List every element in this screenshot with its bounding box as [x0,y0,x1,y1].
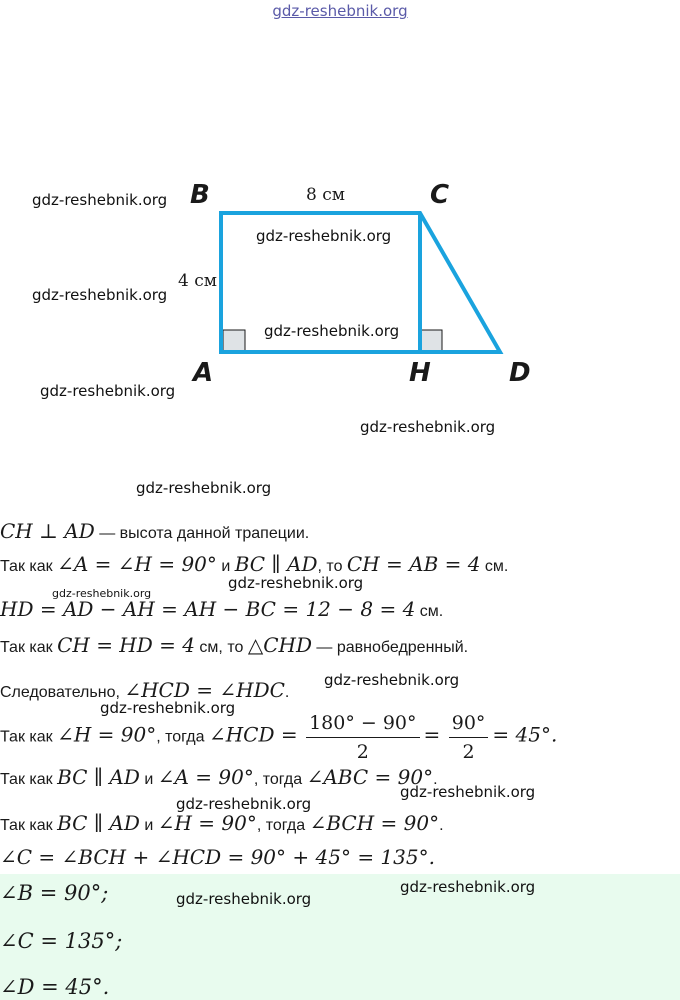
watermark: gdz-reshebnik.org [256,227,392,245]
solution-line-2 [0,552,508,579]
math-expression: ∠A = ∠H = 90° [57,552,217,576]
line-text: — высота данной трапеции. [94,525,310,542]
fraction [306,711,419,764]
vertex-label-d: D [509,358,531,388]
math-expression: ∠A = 90° [157,765,254,789]
vertex-label-a: A [193,358,214,388]
math-expression: ∠H = 90° [157,811,257,835]
math-expression: ∠H = 90° [57,722,157,747]
solution-line-9 [0,845,435,872]
math-expression: CH = HD = 4 [57,633,195,657]
watermark: gdz-reshebnik.org [264,322,400,340]
math-expression: BC ∥ AD [234,552,318,576]
math-expression: = 45°. [492,722,558,747]
line-text: см. [415,603,444,620]
line-text: , тогда [256,817,310,834]
watermark: gdz-reshebnik.org [360,418,496,436]
line-text: Так как [0,639,58,656]
watermark: gdz-reshebnik.org [52,587,152,600]
line-text: , тогда [253,771,307,788]
solution-line-3 [0,597,443,624]
answer-angle-c: ∠C = 135°; [0,929,123,953]
math-expression: ∠ABC = 90° [306,765,434,789]
watermark: gdz-reshebnik.org [176,795,312,813]
line-text: и [139,771,158,788]
line-text: , тогда [156,728,209,746]
measure-ab: 4 см [178,271,217,291]
math-expression: △CHD [247,633,312,657]
math-expression: CH ⊥ AD [0,519,95,543]
line-text: см. [480,558,509,575]
line-text: , то [317,558,347,575]
math-expression: ∠HCD = ∠HDC [124,678,285,702]
solution-line-1 [0,519,309,546]
line-text: и [216,558,235,575]
math-expression: ∠BCH = 90° [309,811,440,835]
watermark: gdz-reshebnik.org [32,286,168,304]
line-text: Следовательно, [0,684,125,701]
solution-line-8 [0,811,444,838]
line-text: Так как [0,558,58,575]
watermark: gdz-reshebnik.org [32,191,168,209]
answer-angle-d: ∠D = 45°. [0,975,110,999]
math-expression: = [423,722,441,747]
line-text: . [284,684,290,701]
line-text: и [139,817,158,834]
vertex-label-b: B [190,180,210,210]
line-text: см, то [194,639,248,656]
line-text: — равнобедренный. [311,639,469,656]
math-expression: HD = AD − AH = AH − BC = 12 − 8 = 4 [0,597,416,621]
watermark: gdz-reshebnik.org [100,699,236,717]
right-angle-mark-h [420,330,442,352]
fraction [449,711,489,764]
solution-line-6 [0,711,557,764]
math-expression: ∠C = ∠BCH + ∠HCD = 90° + 45° = 135°. [0,845,435,869]
watermark: gdz-reshebnik.org [40,382,176,400]
vertex-label-c: C [430,180,450,210]
solution-line-5 [0,678,289,705]
site-header-link[interactable]: gdz-reshebnik.org [272,2,408,20]
watermark: gdz-reshebnik.org [400,783,536,801]
line-text: . [439,817,444,834]
watermark: gdz-reshebnik.org [228,574,364,592]
fraction-numerator: 180° − 90° [306,711,419,738]
fraction-numerator: 90° [449,711,489,738]
solution-line-4 [0,633,468,660]
math-expression: ∠HCD = [208,722,298,747]
math-expression: BC ∥ AD [57,811,140,835]
line-text: Так как [0,771,58,788]
line-text: Так как [0,817,58,834]
watermark: gdz-reshebnik.org [324,671,460,689]
line-text: . [433,771,438,788]
line-text: Так как [0,728,58,746]
fraction-denominator: 2 [462,741,475,763]
fraction-denominator: 2 [356,741,369,763]
measure-bc: 8 см [306,185,345,205]
watermark: gdz-reshebnik.org [136,479,272,497]
answer-angle-b: ∠B = 90°; [0,881,109,905]
math-expression: CH = AB = 4 [346,552,481,576]
watermark: gdz-reshebnik.org [176,890,312,908]
solution-line-7 [0,765,438,792]
math-expression: BC ∥ AD [57,765,140,789]
watermark: gdz-reshebnik.org [400,878,536,896]
vertex-label-h: H [409,358,431,388]
right-angle-mark-a [223,330,245,352]
